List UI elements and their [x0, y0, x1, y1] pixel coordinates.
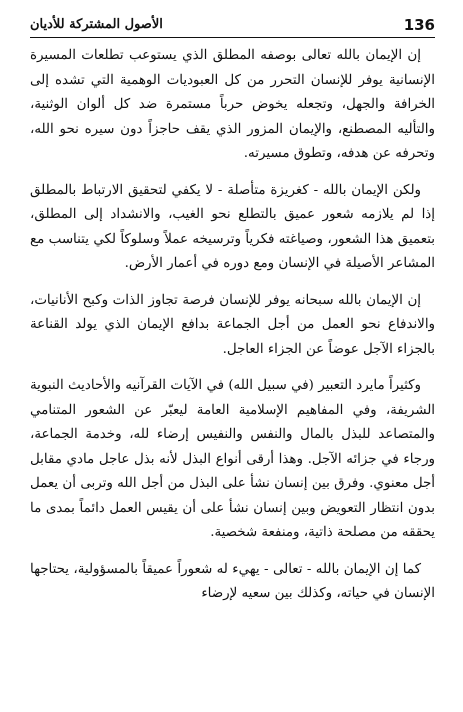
- paragraph: إن الإيمان بالله تعالى بوصفه المطلق الذي يستوعب تطلعات المسيرة الإنسانية يوفر للإنسان التحرر من كل العبوديات الوهمية التي تشده إلى الخرافة والجهل، وتجعله يخوض حرباً مستمرة ضد كل ألوان الوثنية، والتأليه المصطنع، والإيمان المزور الذي يقف حاجزاً دون سيره نحو الله، وتحرفه عن هدفه، وتطوق مسيرته.: [30, 48, 435, 161]
- paragraph: إن الإيمان بالله سبحانه يوفر للإنسان فرصة تجاوز الذات وكبح الأنانيات، والاندفاع نحو العمل من أجل الجماعة بدافع الإيمان الذي يولد القناعة بالجزاء الآجل عوضاً عن الجزاء العاجل.: [30, 292, 435, 357]
- page-header: [30, 15, 435, 37]
- running-title: الأصول المشتركة للأديان: [30, 17, 163, 32]
- page-number: 136: [403, 16, 435, 34]
- paragraph: ولكن الإيمان بالله - كغريزة متأصلة - لا يكفي لتحقيق الارتباط بالمطلق إذا لم يلازمه شعور عميق بالتطلع نحو الغيب، والانشداد إلى المطلق، بتعميق هذا الشعور، وصياغته فكرياً وترسيخه عملاً وسلوكاً لكي يتناسب مع المشاعر الأصيلة في الإنسان ومع دوره في أعمار الأرض.: [30, 182, 435, 271]
- paragraph: كما إن الإيمان بالله - تعالى - يهيء له شعوراً عميقاً بالمسؤولية، يحتاجها الإنسان في حياته، وكذلك بين سعيه لإرضاء: [30, 561, 435, 601]
- header-rule: [30, 37, 435, 38]
- paragraph: وكثيراً مايرد التعبير (في سبيل الله) في الآيات القرآنيه والأحاديث النبوية الشريفة، وفي المفاهيم الإسلامية العامة ليعبّر عن الشعور المتنامي والمتصاعد للبذل بالمال والنفس والنفيس إرضاء لله، وخدمة الجماعة، ورجاء في جزائه الآجل. وهذا أرقى أنواع البذل لأنه بذل عاجل مادي مقابل أجل معنوي. وفرق بين إنسان نشأ على البذل من أجل الله وتربى أن يعمل بدون انتظار التعويض وبين إنسان نشأ على أن يقيس العمل دائماً بمدى ما يحققه من مصلحة ذاتية، ومنفعة شخصية.: [30, 378, 435, 540]
- body-text: [30, 44, 435, 619]
